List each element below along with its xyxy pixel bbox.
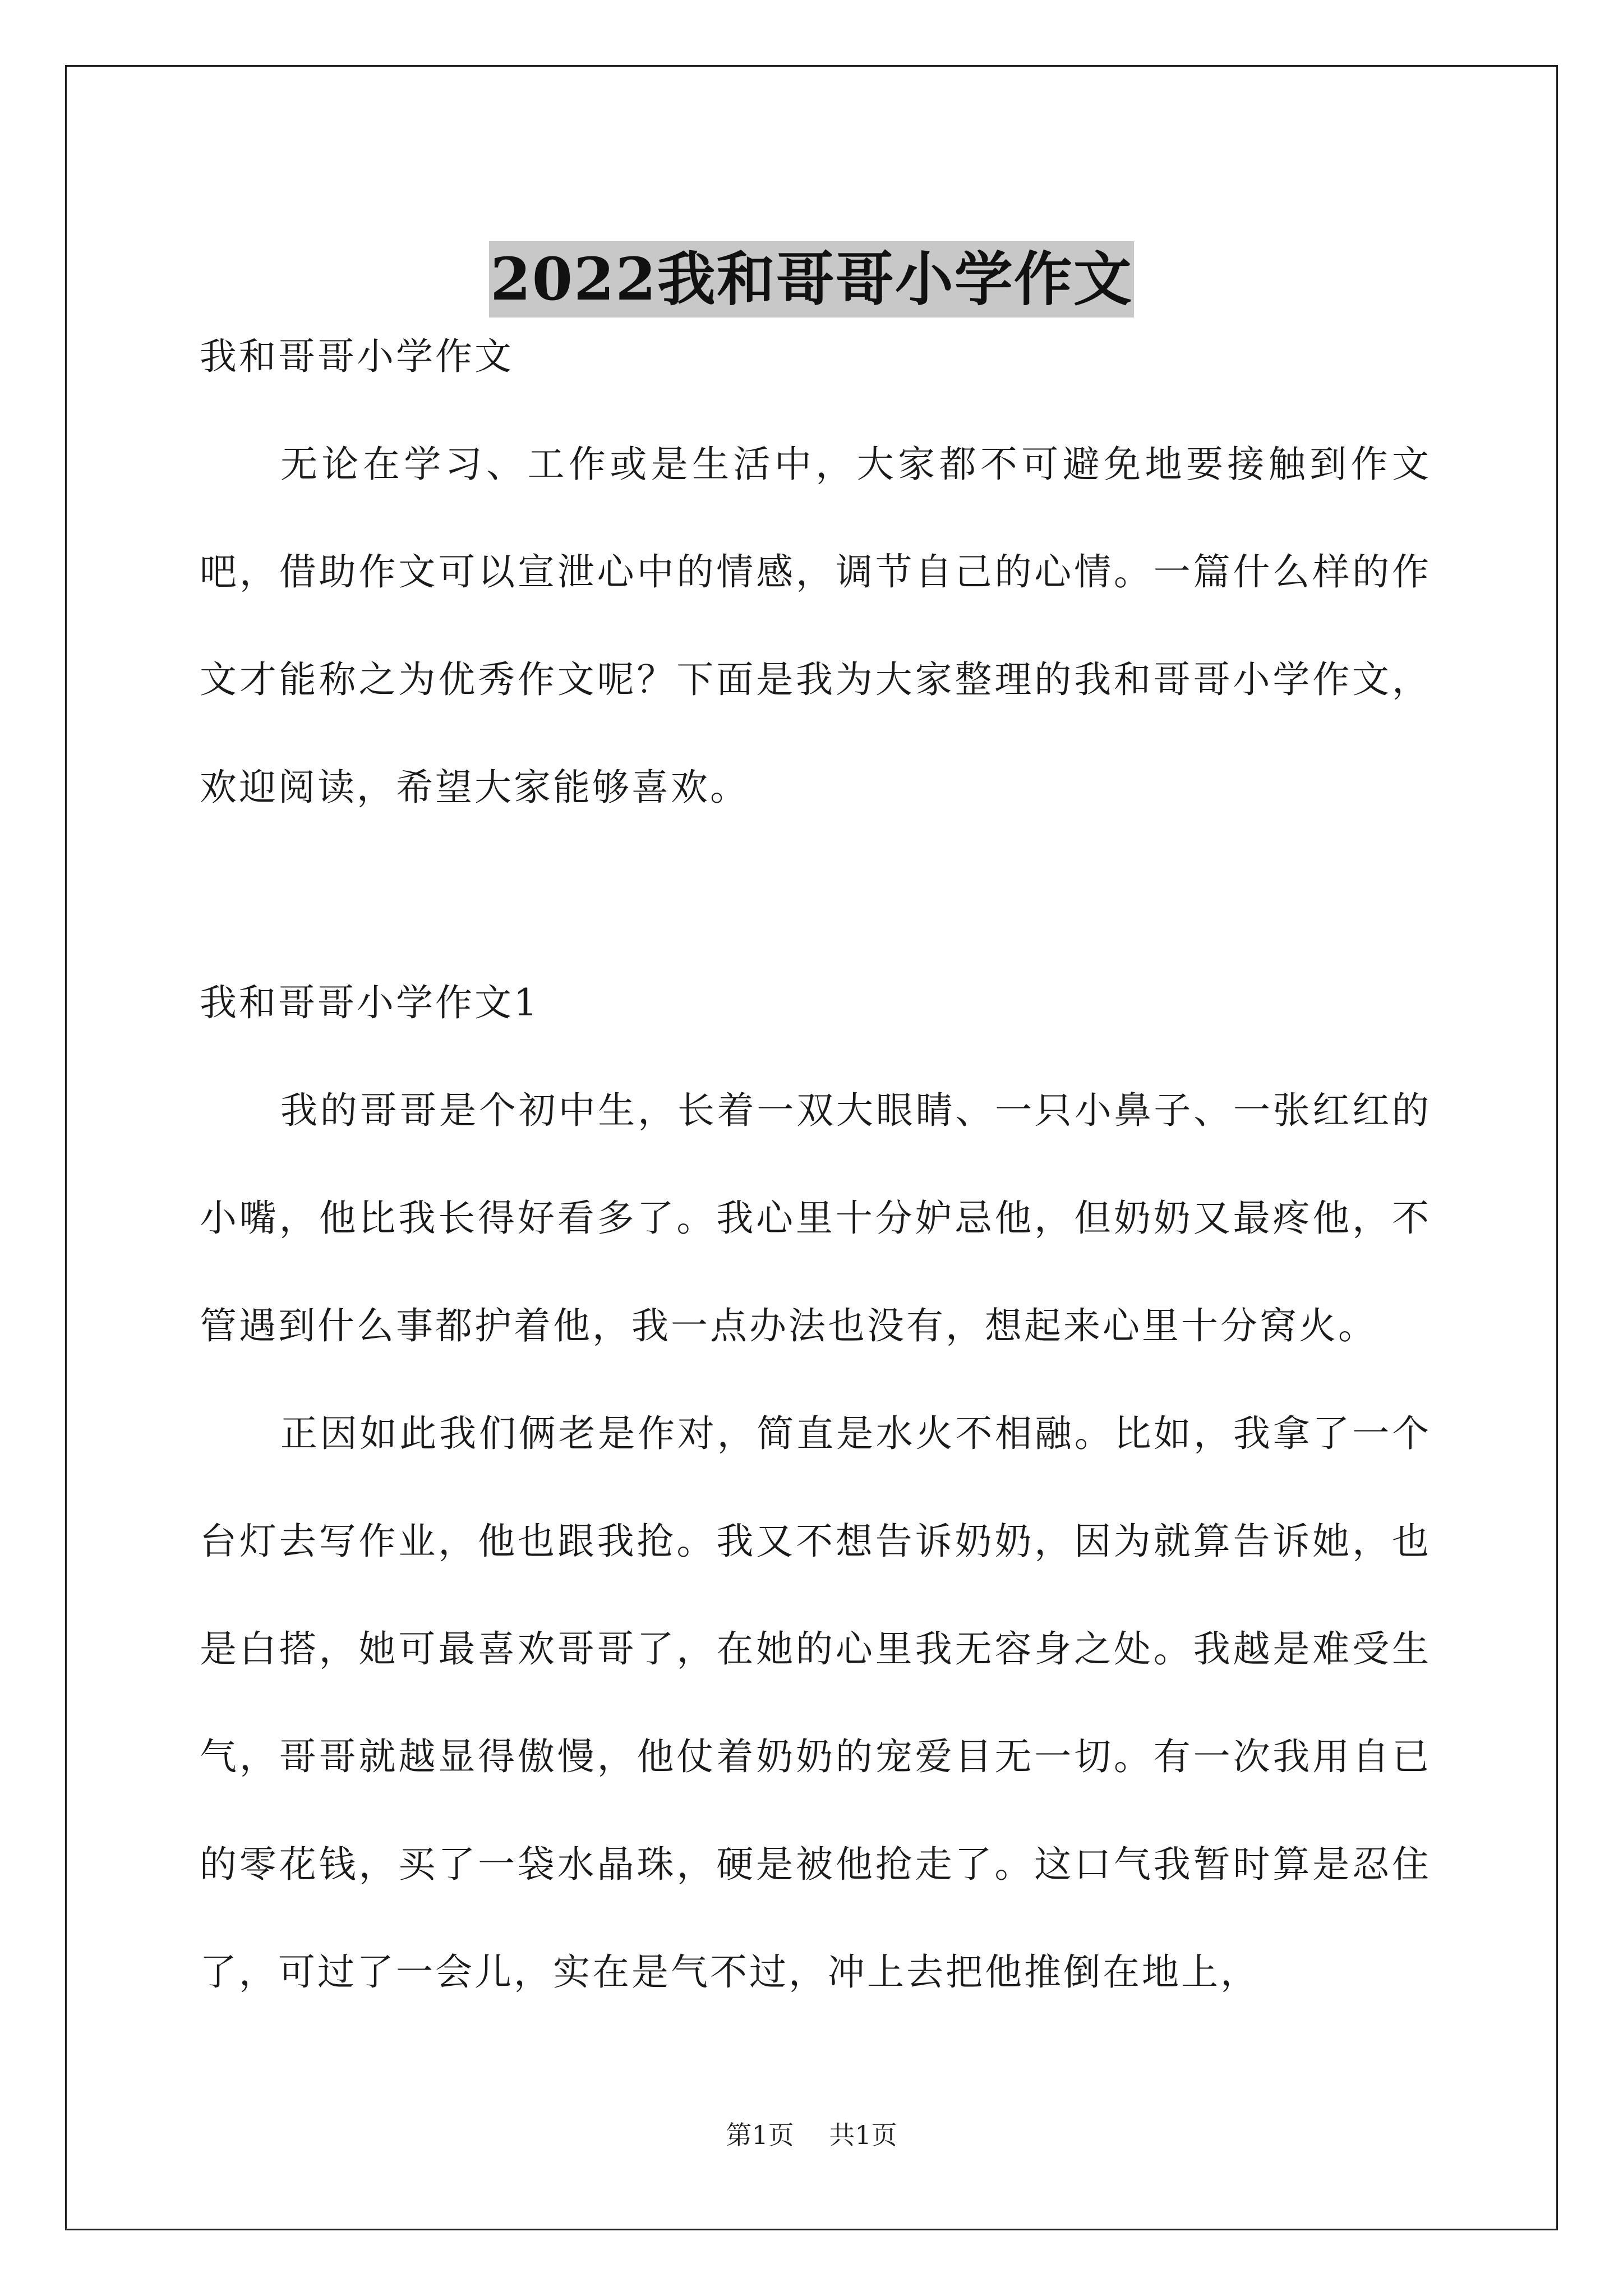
page-number: 第1页	[726, 2120, 794, 2150]
section-spacer	[200, 841, 1431, 949]
document-body	[200, 303, 1431, 2026]
page-footer	[0, 2115, 1623, 2152]
intro-paragraph: 无论在学习、工作或是生活中，大家都不可避免地要接触到作文吧，借助作文可以宣泄心中的情感，调节自己的心情。一篇什么样的作文才能称之为优秀作文呢？下面是我为大家整理的我和哥哥小学作文，欢迎阅读，希望大家能够喜欢。	[200, 443, 1431, 809]
section-1-paragraph-1: 我的哥哥是个初中生，长着一双大眼睛、一只小鼻子、一张红红的小嘴，他比我长得好看多了。我心里十分妒忌他，但奶奶又最疼他，不管遇到什么事都护着他，我一点办法也没有，想起来心里十分窝火。	[200, 1089, 1431, 1347]
document-title: 2022我和哥哥小学作文	[489, 241, 1133, 318]
section-1-paragraph-2: 正因如此我们俩老是作对，简直是水火不相融。比如，我拿了一个台灯去写作业，他也跟我抢。我又不想告诉奶奶，因为就算告诉她，也是白搭，她可最喜欢哥哥了，在她的心里我无容身之处。我越是难受生气，哥哥就越显得傲慢，他仗着奶奶的宠爱目无一切。有一次我用自已的零花钱，买了一袋水晶珠，硬是被他抢走了。这口气我暂时算是忍住了，可过了一会儿，实在是气不过，冲上去把他推倒在地上，	[200, 1412, 1431, 1994]
intro-heading: 我和哥哥小学作文	[200, 335, 514, 378]
page-count: 共1页	[829, 2120, 897, 2150]
section-1-heading: 我和哥哥小学作文1	[200, 981, 540, 1024]
